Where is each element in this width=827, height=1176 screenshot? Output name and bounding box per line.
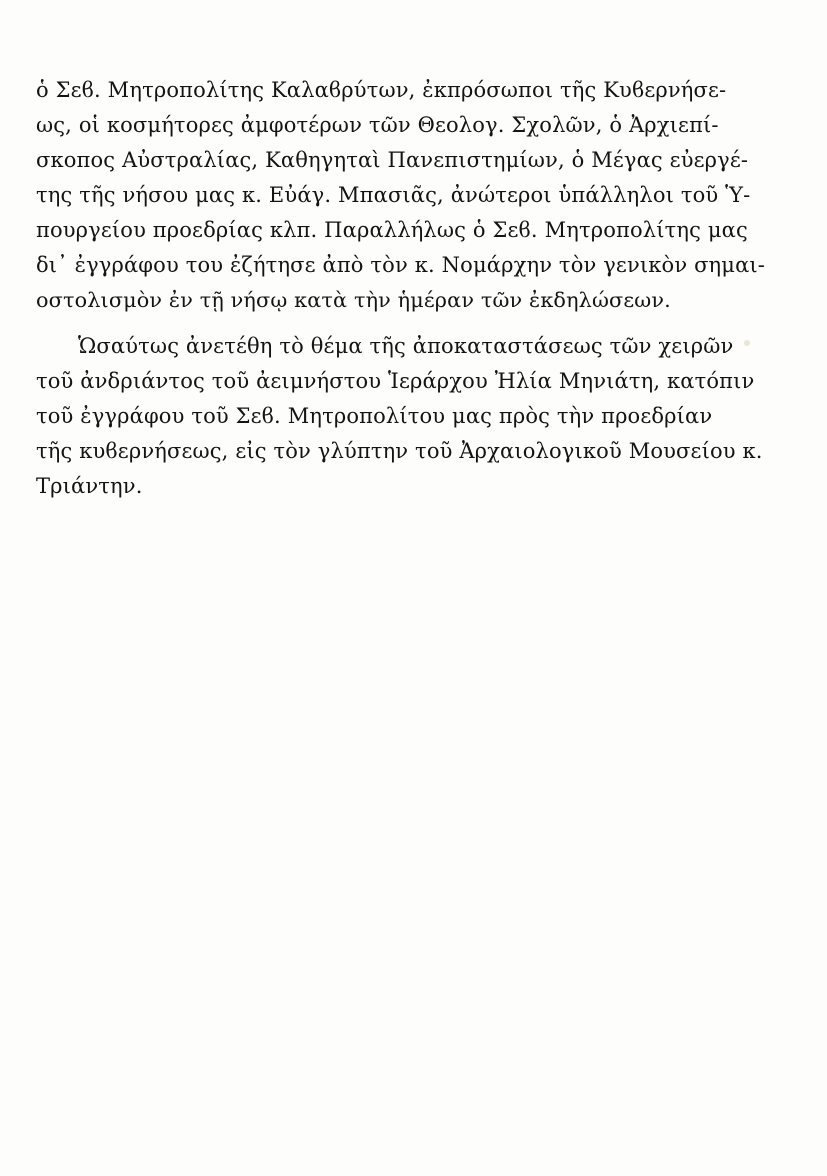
text-line: σκοπος Αὐστραλίας, Καθηγηταὶ Πανεπιστημίων, ὁ Μέγας εὐεργέ- — [36, 148, 749, 172]
text-line: της τῆς νήσου μας κ. Εὐάγ. Μπασιᾶς, ἀνώτεροι ὑπάλληλοι τοῦ Ὑ- — [36, 183, 751, 207]
text-line: τῆς κυϐερνήσεως, εἰς τὸν γλύπτην τοῦ Ἀρχαιολογικοῦ Μουσείου κ. — [36, 439, 763, 463]
text-line: πουργείου προεδρίας κλπ. Παραλλήλως ὁ Σεϐ. Μητροπολίτης μας — [36, 218, 748, 242]
text-line: τοῦ ἐγγράφου τοῦ Σεϐ. Μητροπολίτου μας πρὸς τὴν προεδρίαν — [36, 404, 713, 428]
text-line: ὁ Σεϐ. Μητροπολίτης Καλαϐρύτων, ἐκπρόσωποι τῆς Κυϐερνήσε- — [36, 78, 727, 102]
text-line: οστολισμὸν ἐν τῇ νήσῳ κατὰ τὴν ἡμέραν τῶν ἐκδηλώσεων. — [36, 288, 671, 312]
text-line: δι᾽ ἐγγράφου του ἐζήτησε ἀπὸ τὸν κ. Νομάρχην τὸν γενικὸν σημαι- — [36, 253, 766, 277]
text-line: τοῦ ἀνδριάντος τοῦ ἀειμνήστου Ἱεράρχου Ἠλία Μηνιάτη, κατόπιν — [36, 369, 755, 393]
text-line: Ὡσαύτως ἀνετέθη τὸ θέμα τῆς ἀποκαταστάσεως τῶν χειρῶν — [78, 334, 734, 358]
text-line: Τριάντην. — [36, 474, 143, 498]
text-line: ως, οἱ κοσμήτορες ἀμφοτέρων τῶν Θεολογ. Σχολῶν, ὁ Ἀρχιεπί- — [36, 113, 719, 137]
